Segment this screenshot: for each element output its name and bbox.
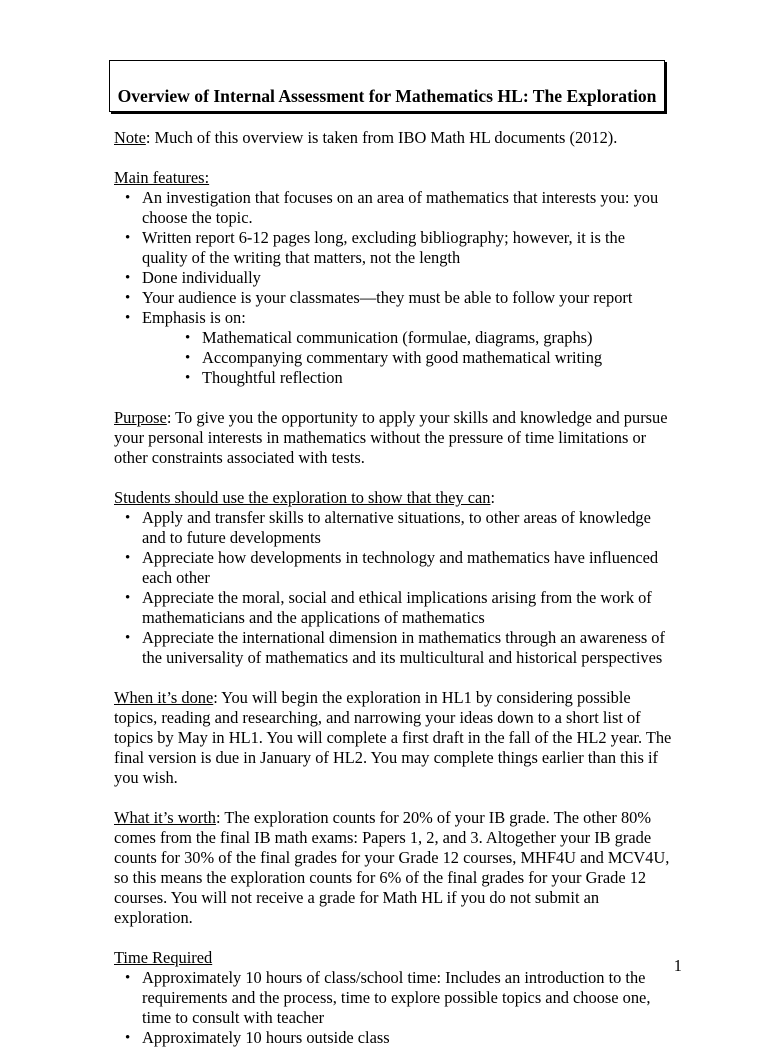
page-title: Overview of Internal Assessment for Mathematics HL: The Exploration — [117, 86, 657, 106]
note-label: Note — [114, 128, 146, 147]
list-item: • Apply and transfer skills to alternative situations, to other areas of knowledge and to future developments — [114, 508, 674, 548]
purpose-paragraph — [114, 408, 674, 468]
list-item: • An investigation that focuses on an area of mathematics that interests you: you choose the topic. — [114, 188, 674, 228]
list-item: • Written report 6-12 pages long, excluding bibliography; however, it is the quality of the writing that matters, not the length — [114, 228, 674, 268]
when-done-text: : You will begin the exploration in HL1 by considering possible topics, reading and researching, and narrowing your ideas down to a short list of topics by May in HL1. You will complete a first draft in the fall of the HL2 year. The final version is due in January of HL2. You may complete things earlier than this if you wish. — [114, 688, 672, 787]
list-item: • Approximately 10 hours of class/school time: Includes an introduction to the requirements and the process, time to explore possible topics and choose one, time to consult with teacher — [114, 968, 674, 1028]
list-item: • Appreciate the moral, social and ethical implications arising from the work of mathematicians and the applications of mathematics — [114, 588, 674, 628]
worth-paragraph — [114, 808, 674, 928]
students-should-section — [114, 488, 674, 668]
time-required-list — [114, 968, 674, 1048]
main-features-section — [114, 168, 674, 388]
list-item: • Mathematical communication (formulae, diagrams, graphs) — [174, 328, 674, 348]
note-text: : Much of this overview is taken from IBO Math HL documents (2012). — [145, 128, 618, 147]
time-required-heading: Time Required — [114, 948, 213, 967]
note-paragraph — [114, 128, 674, 148]
list-item: • Appreciate how developments in technology and mathematics have influenced each other — [114, 548, 674, 588]
list-item: • Emphasis is on: — [114, 308, 674, 328]
list-item: • Approximately 10 hours outside class — [114, 1028, 674, 1048]
time-required-section — [114, 948, 674, 1048]
page-number: 1 — [673, 956, 682, 975]
purpose-label: Purpose — [114, 408, 167, 427]
title-box — [109, 60, 665, 112]
main-features-list — [114, 188, 674, 328]
students-should-heading — [114, 488, 674, 508]
list-item: • Done individually — [114, 268, 674, 288]
main-features-heading: Main features: — [114, 168, 210, 187]
emphasis-list — [174, 328, 674, 388]
list-item: • Thoughtful reflection — [174, 368, 674, 388]
students-should-label: Students should use the exploration to show that they can — [114, 488, 491, 507]
students-should-colon: : — [490, 488, 496, 507]
list-item: • Appreciate the international dimension in mathematics through an awareness of the universality of mathematics and its multicultural and historical perspectives — [114, 628, 674, 668]
worth-label: What it’s worth — [114, 808, 216, 827]
when-done-label: When it’s done — [114, 688, 214, 707]
worth-text: : The exploration counts for 20% of your IB grade. The other 80% comes from the final IB math exams: Papers 1, 2, and 3. Altogether your IB grade counts for 30% of the final grades for your Grade 12 courses, MHF4U and MCV4U, so this means the exploration counts for 6% of the final grades for your Grade 12 courses. You will not receive a grade for Math HL if you do not submit an exploration. — [114, 808, 670, 927]
document-body — [114, 128, 674, 1048]
students-should-list — [114, 508, 674, 668]
purpose-text: : To give you the opportunity to apply your skills and knowledge and pursue your personal interests in mathematics without the pressure of time limitations or other constraints associated with tests. — [114, 408, 668, 467]
list-item: • Accompanying commentary with good mathematical writing — [174, 348, 674, 368]
when-done-paragraph — [114, 688, 674, 788]
list-item: • Your audience is your classmates—they must be able to follow your report — [114, 288, 674, 308]
